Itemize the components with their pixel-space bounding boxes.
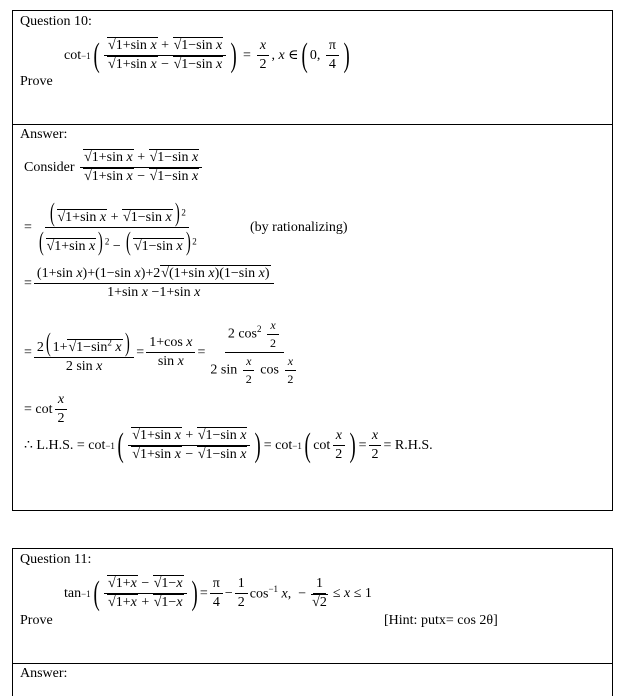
q10-step-consider: Consider $\frac{\text{√1+sin x + √1−sin x}}{\text{√1+sin x − √1−sin x}}$ [24,150,204,185]
q11-statement: tan −1 ( $\frac{√1+x - √1-x}{√1+x + √1-x}$ ) = $\frac{\pi}{4}$ − $\frac{1}{2}$ $\cos^{-1} x$, − $\frac{1}{√2}$ ≤ x ≤ 1 [64,574,372,612]
q10-step-conclusion: ∴ L.H.S. = cot −1 ( $\frac{\text{√1+sin x + √1−sin x}}{\text{√1+sin x − √1−sin x}}$ ) = cot −1 ( cot $\frac{x}{2}$ ) = $\frac{x}{2}$ = R.H.S. [24,426,433,464]
q10-step-cot: = cot $\frac{x}{2}$ [24,392,70,427]
q10-statement: cot −1 ( $\frac{\text{√1+sin x + √1−sin x}}{\text{√1+sin x − √1−sin x}}$ ) = $\frac{x}{2}$ , x ∈ ( 0, $\frac{\pi}{4}$ ) [64,36,350,74]
q11-answer-box [12,663,613,696]
q10-prove-label: Prove [20,74,53,89]
q11-title: Question 11: [20,552,92,567]
q11-prove-label: Prove [20,613,53,628]
q11-hint: [Hint: putx= cos 2θ] [384,613,498,628]
q10-step-rationalize: = $\frac{( √1+\sin x + √1-\sin x ) ^2}{( √1+\sin x ) ^2 - ( √1-\sin x ) ^2}$ [24,198,197,256]
q10-step-expand: = $\frac{\text{(1+sin x)+(1−sin x)+2√(1+sin x)(1−sin x)}}{\text{1+sin x −1+sin x}}$ [24,266,276,301]
q10-title: Question 10: [20,14,92,29]
q11-answer-label: Answer: [20,666,68,681]
rhs-label: = R.H.S. [383,437,433,453]
q10-step-simplify: = $\frac{2( 1+√1-\sin^2 x )}{\text{2 sin x}}$ = $\frac{\text{1+cos x}}{\text{sin x}}$ = 2 $\cos^2$ $\frac{x}{2}$ 2 sin $\frac{x}{2}$ cos $\frac{x}{2}$ [24,318,303,387]
therefore-label: ∴ L.H.S. = cot [24,438,106,453]
q10-answer-label: Answer: [20,127,68,142]
consider-label: Consider [24,159,75,175]
rationalizing-note: (by rationalizing) [250,220,348,235]
